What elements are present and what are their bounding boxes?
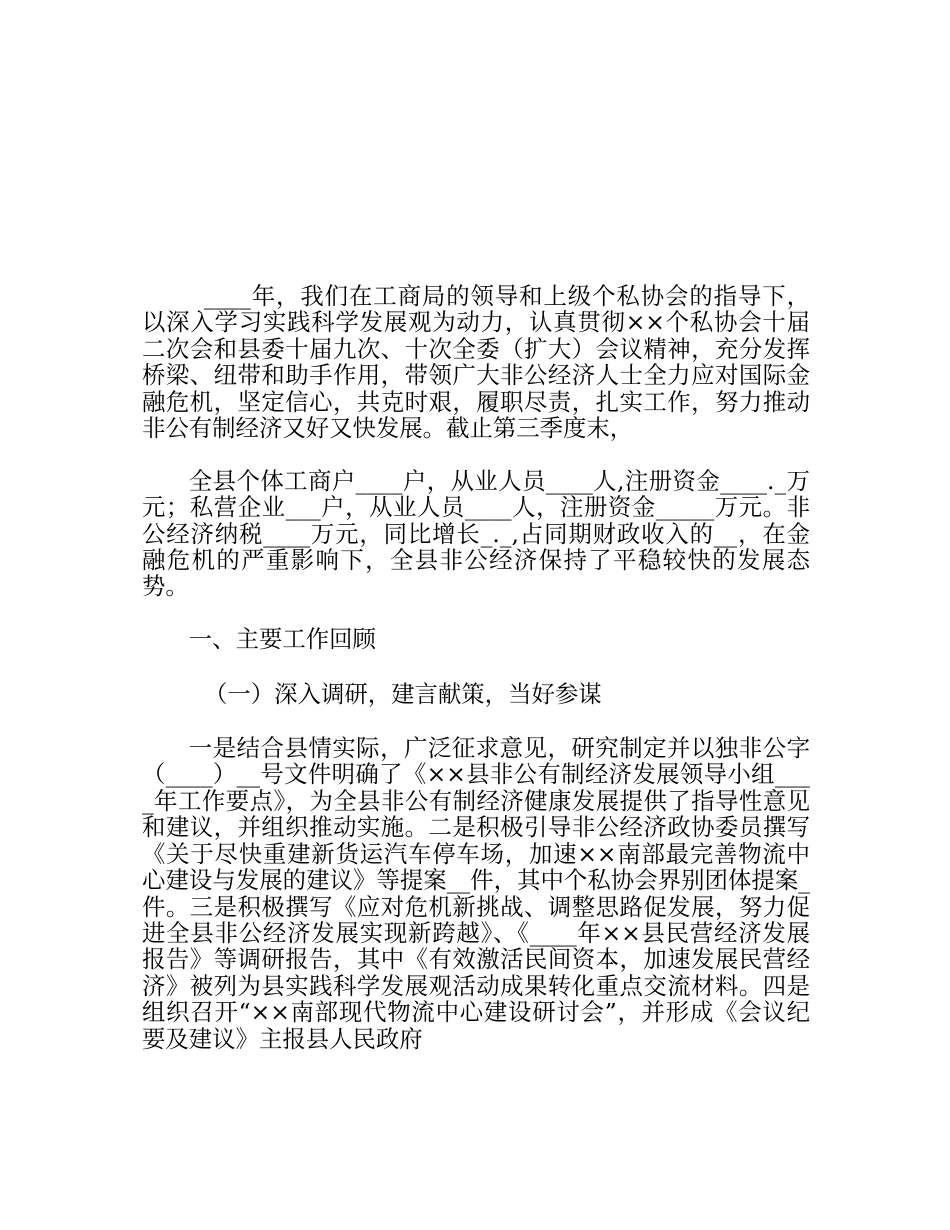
section-heading: 一、主要工作回顾 bbox=[188, 625, 376, 654]
paragraph-gap bbox=[142, 707, 810, 735]
subsection-heading: （一）深入调研，建言献策，当好参谋 bbox=[204, 679, 602, 708]
paragraph-gap bbox=[142, 441, 810, 467]
paragraph-gap bbox=[142, 600, 810, 626]
paragraph-intro: ____年，我们在工商局的领导和上级个私协会的指导下，以深入学习实践科学发展观为动力，认真贯彻××个私协会十届二次会和县委十届九次、十次全委（扩大）会议精神，充分发挥桥梁、纽带和助手作用，带领广大非公经济人士全力应对国际金融危机，坚定信心，共克时艰，履职尽责，扎实工作，努力推动非公有制经济又好又快发展。截止第三季度末， bbox=[142, 282, 810, 443]
document-body bbox=[142, 283, 810, 1052]
paragraph-gap bbox=[142, 653, 810, 681]
paragraph-statistics: 全县个体工商户____户，从业人员____人,注册资金____._万元；私营企业___户，从业人员____人，注册资金_____万元。非公经济纳税____万元，同比增长_._,占同期财政收入的__，在金融危机的严重影响下，全县非公经济保持了平稳较快的发展态势。 bbox=[142, 466, 810, 601]
paragraph-research: 一是结合县情实际，广泛征求意见，研究制定并以独非公字（____）__号文件明确了《××县非公有制经济发展领导小组____年工作要点》，为全县非公有制经济健康发展提供了指导性意见和建议，并组织推动实施。二是积极引导非公经济政协委员撰写《关于尽快重建新货运汽车停车场，加速××南部最完善物流中心建设与发展的建议》等提案__件，其中个私协会界别团体提案_件。三是积极撰写《应对危机新挑战、调整思路促发展，努力促进全县非公经济发展实现新跨越》、《____年××县民营经济发展报告》等调研报告，其中《有效激活民间资本，加速发展民营经济》被列为县实践科学发展观活动成果转化重点交流材料。四是组织召开“××南部现代物流中心建设研讨会”，并形成《会议纪要及建议》主报县人民政府 bbox=[142, 734, 810, 1053]
